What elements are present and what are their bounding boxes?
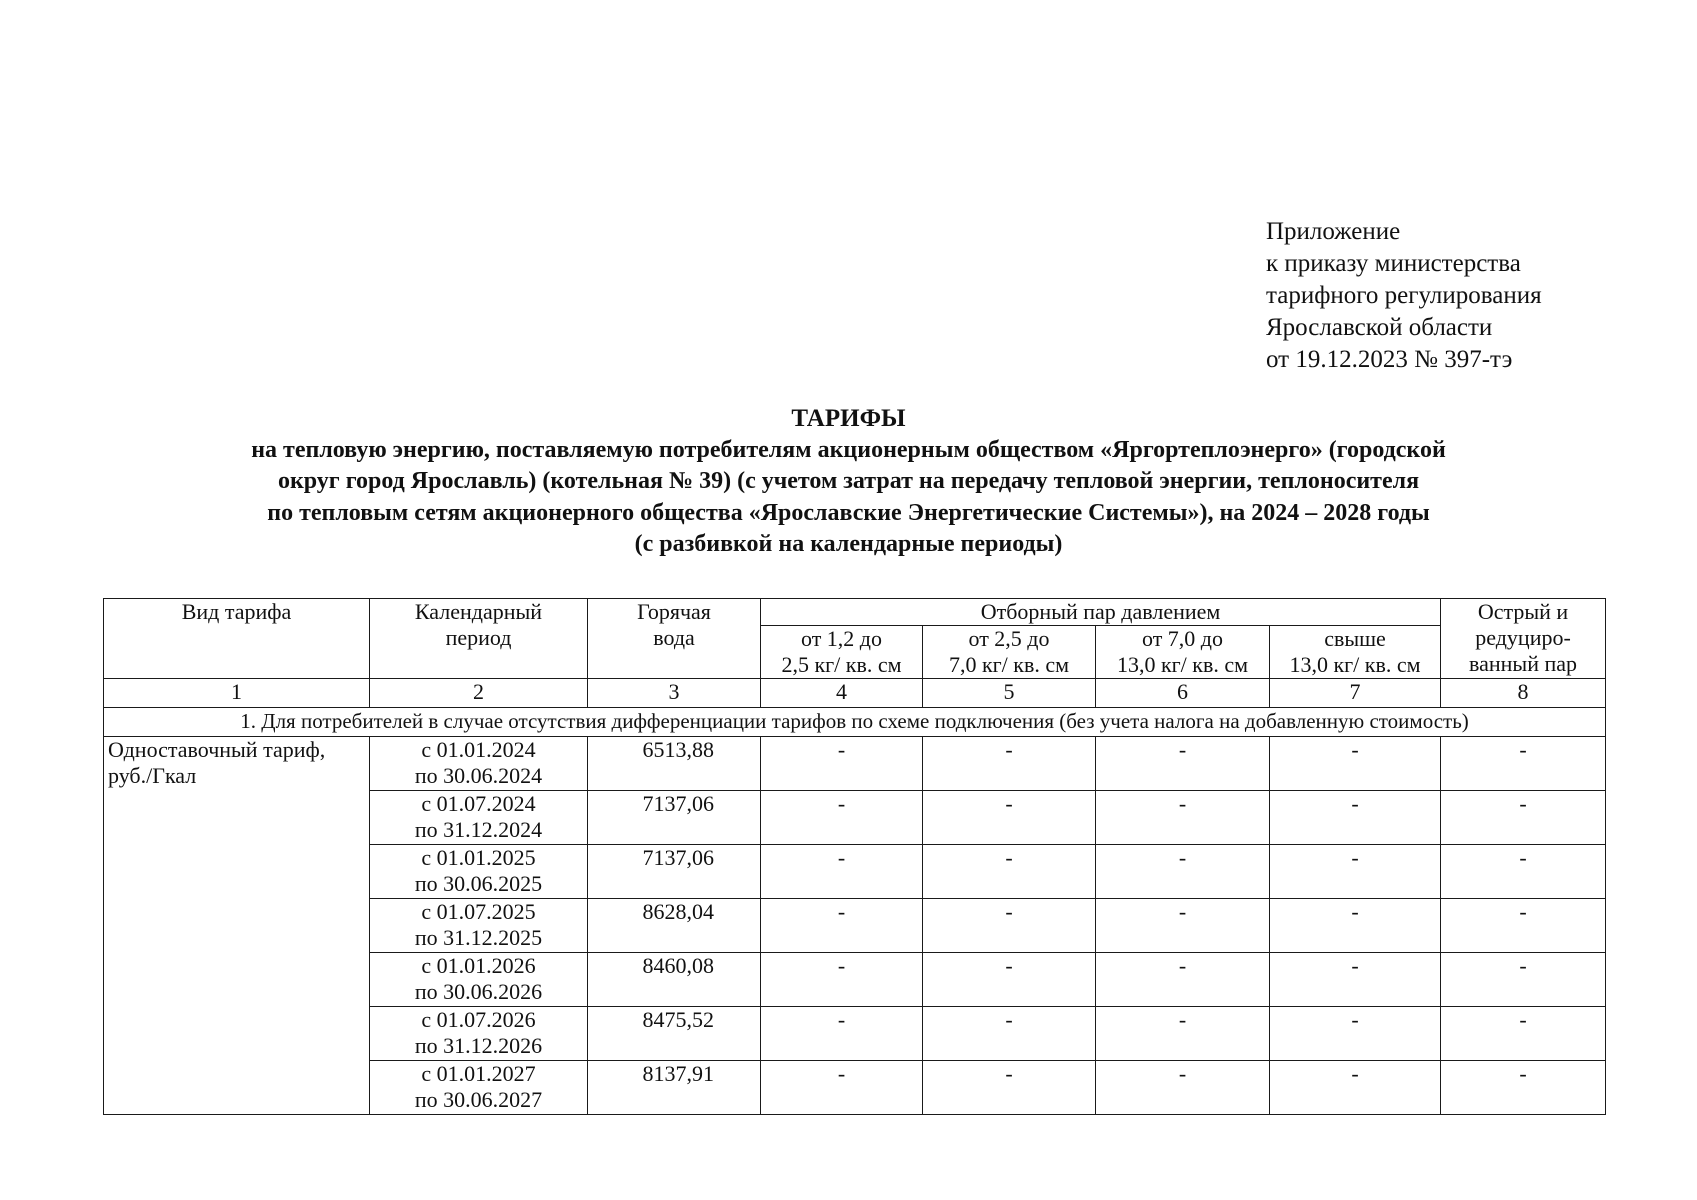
header-tariff-type: Вид тарифа (104, 599, 370, 679)
steam-1-cell: - (761, 845, 923, 899)
steam-3-cell: - (1096, 737, 1270, 791)
appendix-line: тарифного регулирования (1266, 282, 1542, 309)
steam-4-cell: - (1270, 899, 1441, 953)
steam-4-cell: - (1270, 791, 1441, 845)
appendix-line: от 19.12.2023 № 397-тэ (1266, 346, 1513, 373)
header-period: Календарный период (370, 599, 588, 679)
appendix-reference (1266, 216, 1542, 376)
steam-3-cell: - (1096, 1007, 1270, 1061)
sharp-steam-cell: - (1441, 953, 1606, 1007)
appendix-line: Ярославской области (1266, 314, 1493, 341)
tariff-table (103, 598, 1606, 1115)
section-row (104, 708, 1606, 737)
header-steam-1: от 1,2 до 2,5 кг/ кв. см (761, 626, 923, 679)
steam-1-cell: - (761, 737, 923, 791)
sharp-steam-cell: - (1441, 737, 1606, 791)
period-cell: с 01.07.2024 по 31.12.2024 (370, 791, 588, 845)
column-number-row (104, 679, 1606, 708)
period-cell: с 01.07.2025 по 31.12.2025 (370, 899, 588, 953)
steam-4-cell: - (1270, 845, 1441, 899)
document-title (60, 403, 1637, 561)
steam-3-cell: - (1096, 953, 1270, 1007)
hot-water-tariff-cell: 8628,04 (588, 899, 761, 953)
steam-2-cell: - (923, 845, 1096, 899)
column-number: 4 (761, 679, 923, 708)
steam-2-cell: - (923, 899, 1096, 953)
header-steam-2: от 2,5 до 7,0 кг/ кв. см (923, 626, 1096, 679)
steam-3-cell: - (1096, 791, 1270, 845)
steam-3-cell: - (1096, 845, 1270, 899)
column-number: 3 (588, 679, 761, 708)
header-steam-4: свыше 13,0 кг/ кв. см (1270, 626, 1441, 679)
hot-water-tariff-cell: 8137,91 (588, 1061, 761, 1115)
sharp-steam-cell: - (1441, 791, 1606, 845)
title-line: по тепловым сетям акционерного общества «Ярославские Энергетические Системы»), на 2024 – 2028 годы (267, 499, 1430, 526)
appendix-line: к приказу министерства (1266, 250, 1521, 277)
column-number: 5 (923, 679, 1096, 708)
steam-4-cell: - (1270, 953, 1441, 1007)
steam-2-cell: - (923, 737, 1096, 791)
header-steam-group: Отборный пар давлением (761, 599, 1441, 626)
period-cell: с 01.01.2026 по 30.06.2026 (370, 953, 588, 1007)
column-number: 6 (1096, 679, 1270, 708)
hot-water-tariff-cell: 8475,52 (588, 1007, 761, 1061)
steam-1-cell: - (761, 899, 923, 953)
header-sharp-steam: Острый и редуциро- ванный пар (1441, 599, 1606, 679)
period-cell: с 01.07.2026 по 31.12.2026 (370, 1007, 588, 1061)
appendix-line: Приложение (1266, 218, 1401, 245)
hot-water-tariff-cell: 6513,88 (588, 737, 761, 791)
tariff-kind-cell: Одноставочный тариф, руб./Гкал (104, 737, 370, 1115)
column-number: 7 (1270, 679, 1441, 708)
steam-4-cell: - (1270, 1007, 1441, 1061)
title-line: округ город Ярославль) (котельная № 39) (с учетом затрат на передачу тепловой энергии, теплоносителя (277, 468, 1420, 494)
column-number: 2 (370, 679, 588, 708)
title-main: ТАРИФЫ (791, 405, 906, 432)
sharp-steam-cell: - (1441, 1007, 1606, 1061)
title-line: на тепловую энергию, поставляемую потребителям акционерным обществом «Яргортеплоэнерго» (городской (251, 436, 1446, 463)
steam-1-cell: - (761, 1061, 923, 1115)
sharp-steam-cell: - (1441, 845, 1606, 899)
table-row (104, 737, 1606, 791)
header-steam-3: от 7,0 до 13,0 кг/ кв. см (1096, 626, 1270, 679)
steam-1-cell: - (761, 791, 923, 845)
steam-2-cell: - (923, 791, 1096, 845)
steam-1-cell: - (761, 953, 923, 1007)
steam-2-cell: - (923, 1061, 1096, 1115)
steam-3-cell: - (1096, 1061, 1270, 1115)
steam-1-cell: - (761, 1007, 923, 1061)
period-cell: с 01.01.2024 по 30.06.2024 (370, 737, 588, 791)
header-hot-water: Горячая вода (588, 599, 761, 679)
column-number: 8 (1441, 679, 1606, 708)
column-number: 1 (104, 679, 370, 708)
steam-2-cell: - (923, 1007, 1096, 1061)
sharp-steam-cell: - (1441, 1061, 1606, 1115)
period-cell: с 01.01.2025 по 30.06.2025 (370, 845, 588, 899)
steam-4-cell: - (1270, 1061, 1441, 1115)
sharp-steam-cell: - (1441, 899, 1606, 953)
hot-water-tariff-cell: 8460,08 (588, 953, 761, 1007)
steam-4-cell: - (1270, 737, 1441, 791)
section-heading: 1. Для потребителей в случае отсутствия дифференциации тарифов по схеме подключения (без учета налога на добавленную стоимость) (104, 708, 1606, 737)
period-cell: с 01.01.2027 по 30.06.2027 (370, 1061, 588, 1115)
steam-2-cell: - (923, 953, 1096, 1007)
hot-water-tariff-cell: 7137,06 (588, 791, 761, 845)
steam-3-cell: - (1096, 899, 1270, 953)
hot-water-tariff-cell: 7137,06 (588, 845, 761, 899)
title-line: (с разбивкой на календарные периоды) (634, 531, 1063, 557)
